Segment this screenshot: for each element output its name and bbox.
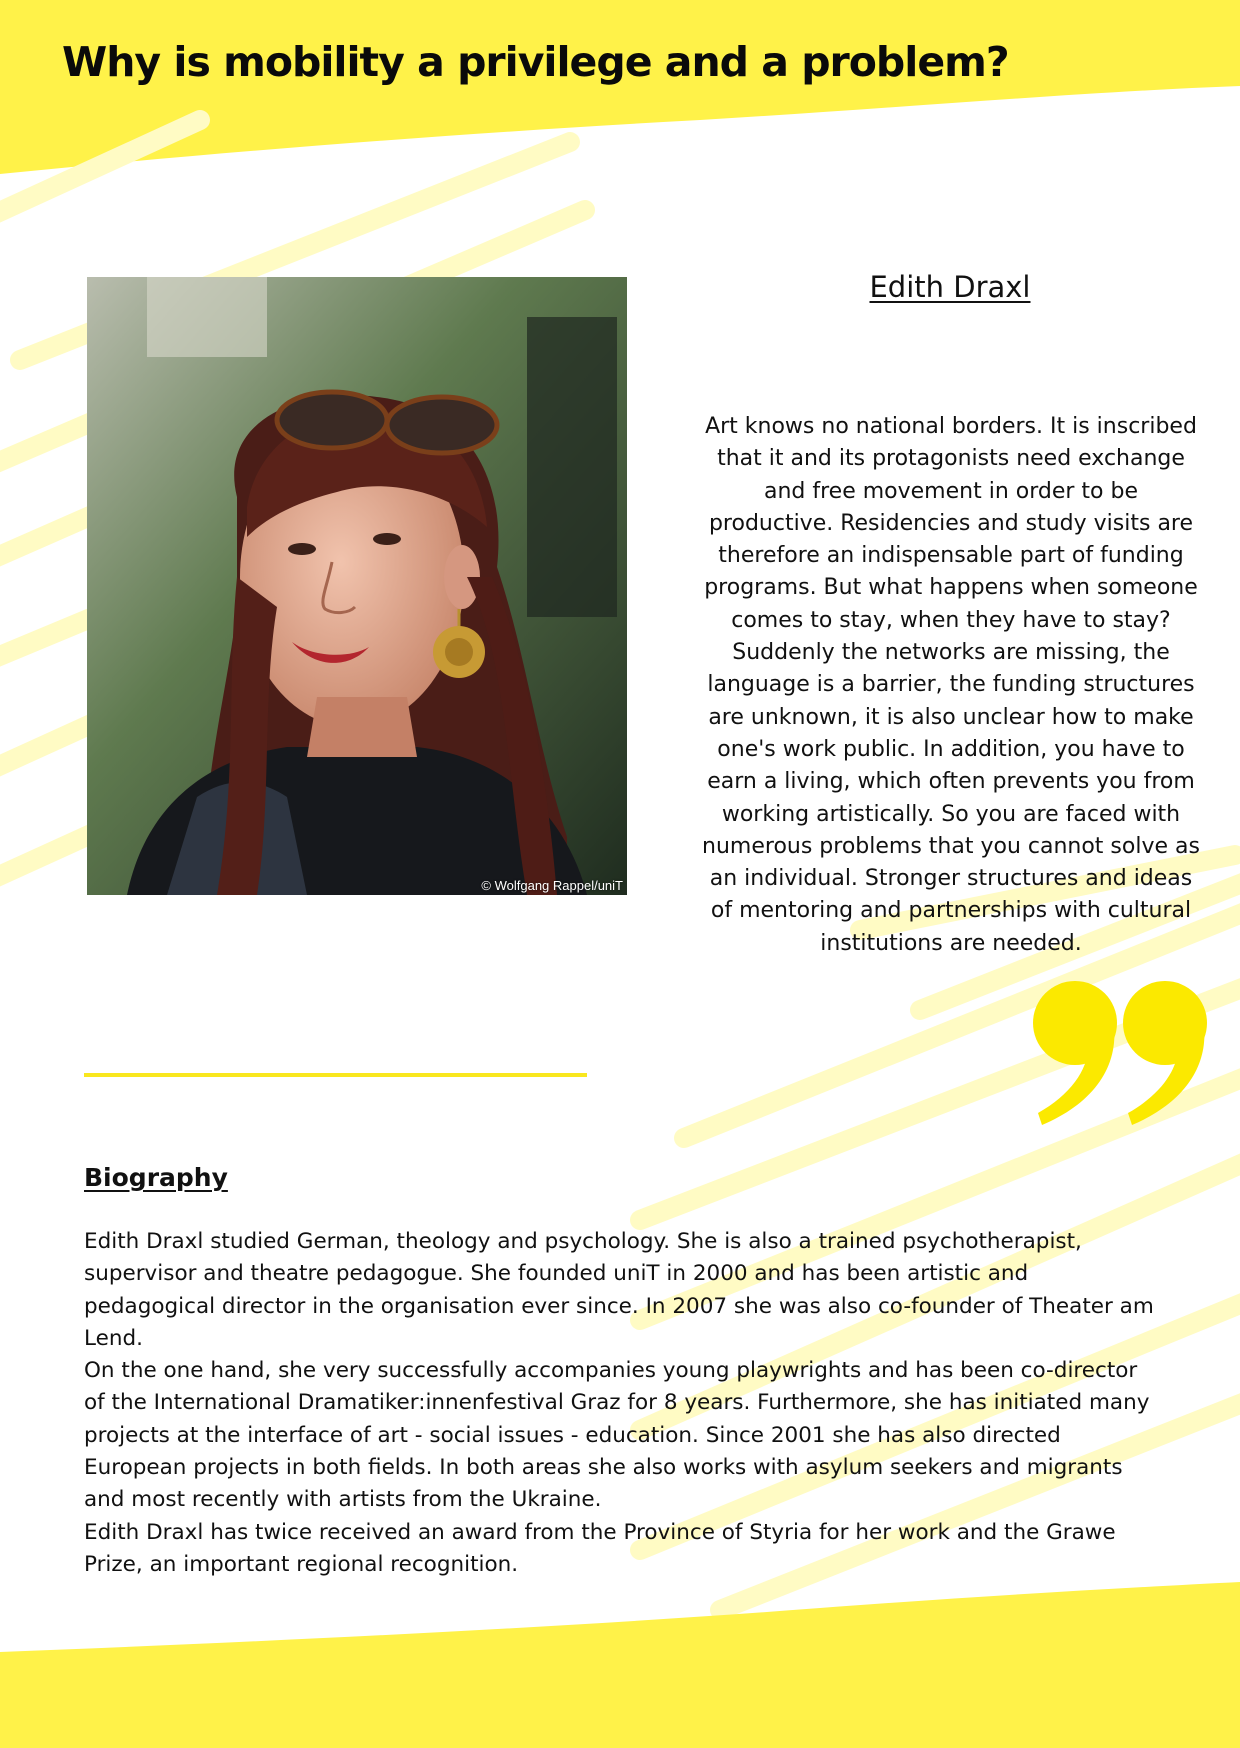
biography-paragraph: Edith Draxl studied German, theology and psychology. She is also a trained psychotherapist, supervisor and theatre pedagogue. She founded uniT in 2000 and has been artistic and pedagogical director in the organisation ever since. In 2007 she was also co-founder of Theater am Lend. (84, 1229, 1154, 1351)
closing-quote-icon (1030, 975, 1220, 1125)
person-name: Edith Draxl (869, 270, 1031, 304)
photo-credit: © Wolfgang Rappel/uniT (481, 878, 623, 893)
biography-paragraph: Edith Draxl has twice received an award from the Province of Styria for her work and the Grawe Prize, an important regional recognition. (84, 1519, 1116, 1577)
quote-text: Art knows no national borders. It is inscribed that it and its protagonists need exchange and free movement in order to be productive. Residencies and study visits are therefore an indispensable part of funding programs. But what happens when someone comes to stay, when they have to stay? Suddenly the networks are missing, the language is a barrier, the funding structures are unknown, it is also unclear how to make one's work public. In addition, you have to earn a living, which often prevents you from working artistically. So you are faced with numerous problems that you cannot solve as an individual. Stronger structures and ideas of mentoring and partnerships with cultural institutions are needed. (702, 414, 1200, 956)
page-title: Why is mobility a privilege and a problem? (62, 38, 1009, 86)
biography-heading: Biography (84, 1163, 228, 1192)
portrait-photo (87, 277, 627, 895)
footer-band (0, 1582, 1240, 1748)
header-band (0, 0, 1240, 174)
portrait-illustration (87, 277, 627, 895)
section-divider (84, 1073, 587, 1077)
biography-body (84, 1226, 1164, 1581)
biography-paragraph: On the one hand, she very successfully accompanies young playwrights and has been co-director of the International Dramatiker:innenfestival Graz for 8 years. Furthermore, she has initiated many projects at the interface of art - social issues - education. Since 2001 she has also directed European projects in both fields. In both areas she also works with asylum seekers and migrants and most recently with artists from the Ukraine. (84, 1358, 1150, 1513)
